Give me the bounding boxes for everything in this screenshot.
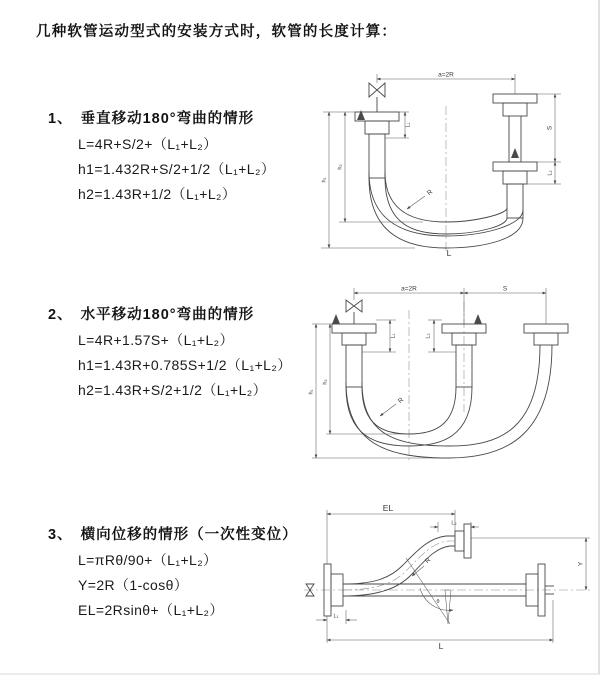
section-heading-text: 横向位移的情形（一次性变位）	[80, 527, 298, 543]
section-number: 1、	[48, 111, 73, 127]
valve-icon	[369, 83, 385, 112]
valve-icon	[346, 300, 362, 324]
dim-label-l: L	[438, 641, 444, 650]
radius-label	[407, 188, 434, 209]
dim-a2r	[377, 72, 515, 95]
formula-line: h2=1.43R+S/2+1/2（L₁+L₂）	[78, 382, 268, 398]
label-theta: θ	[436, 599, 440, 605]
formula-line: L=4R+S/2+（L₁+L₂）	[78, 136, 218, 152]
dim-label-s: S	[502, 285, 508, 293]
dim-l1	[362, 320, 397, 352]
dim-l2	[525, 162, 561, 184]
dim-label-h2: h₂	[337, 164, 344, 170]
dim-label-s: S	[546, 125, 554, 131]
section-lateral-displacement	[48, 526, 298, 619]
dim-el	[327, 503, 455, 564]
dim-s	[464, 286, 546, 325]
dim-l1	[316, 610, 357, 624]
section-heading	[48, 526, 298, 544]
section-heading-text: 垂直移动180°弯曲的情形	[80, 111, 255, 127]
dim-label-y: Y	[577, 561, 585, 567]
dim-l2	[426, 320, 457, 352]
label-r: R	[397, 396, 406, 406]
section-number: 2、	[48, 307, 73, 323]
dim-label-l2: L₂	[425, 333, 432, 339]
formula-line: h2=1.43R+1/2（L₁+L₂）	[78, 186, 237, 202]
dim-label-a2r: a=2R	[401, 285, 417, 293]
label-r: R	[423, 556, 433, 566]
section-number: 3、	[48, 527, 73, 543]
dim-label-l2: L₂	[451, 520, 457, 527]
section-heading	[48, 110, 275, 128]
dim-s	[537, 94, 561, 162]
dim-label-el: EL	[382, 503, 394, 513]
right-flange	[524, 324, 568, 345]
dim-h1	[309, 324, 450, 458]
page-title: 几种软管运动型式的安装方式时，软管的长度计算：	[36, 24, 398, 40]
diagram-horizontal-180	[306, 282, 596, 464]
up-arrow	[357, 110, 365, 120]
upper-flange	[455, 524, 471, 558]
section-heading	[48, 306, 292, 324]
up-arrow	[511, 148, 519, 158]
formula-line: h1=1.43R+0.785S+1/2（L₁+L₂）	[78, 357, 292, 373]
formula-line: Y=2R（1-cosθ）	[78, 577, 189, 593]
dim-l	[327, 600, 553, 650]
dim-label-l1: L₁	[405, 122, 412, 128]
formula-line: L=πRθ/90+（L₁+L₂）	[78, 552, 218, 568]
dim-label-h1: h₁	[308, 389, 315, 395]
radius-label	[412, 556, 432, 576]
section-vertical-180	[48, 110, 275, 203]
up-arrow	[332, 314, 340, 324]
hose-curves	[346, 345, 552, 458]
dim-label-l2: L₂	[547, 170, 554, 176]
left-flange	[332, 324, 376, 387]
angle-construction	[406, 558, 453, 624]
dim-h2	[338, 112, 424, 222]
diagram-lateral-displacement	[298, 500, 598, 650]
dim-label-a2r: a=2R	[438, 71, 454, 79]
formula-line: L=4R+1.57S+（L₁+L₂）	[78, 332, 234, 348]
dim-label-h1: h₁	[321, 177, 328, 183]
dim-label-l1: L₁	[333, 613, 339, 620]
formula-line: h1=1.432R+S/2+1/2（L₁+L₂）	[78, 161, 276, 177]
section-heading-text: 水平移动180°弯曲的情形	[80, 307, 255, 323]
diagram-vertical-180	[315, 68, 590, 258]
radius-label	[380, 396, 405, 416]
dim-label-h2: h₂	[322, 379, 329, 385]
label-r: R	[426, 188, 435, 198]
left-flange	[355, 112, 399, 178]
hose-displaced	[343, 536, 455, 596]
dim-label-l1: L₁	[390, 333, 397, 339]
label-l: L	[446, 248, 452, 258]
dim-y	[471, 538, 590, 590]
section-horizontal-180	[48, 306, 292, 399]
formula-line: EL=2Rsinθ+（L₁+L₂）	[78, 602, 224, 618]
up-arrow	[474, 314, 482, 324]
dim-l2	[430, 521, 479, 533]
